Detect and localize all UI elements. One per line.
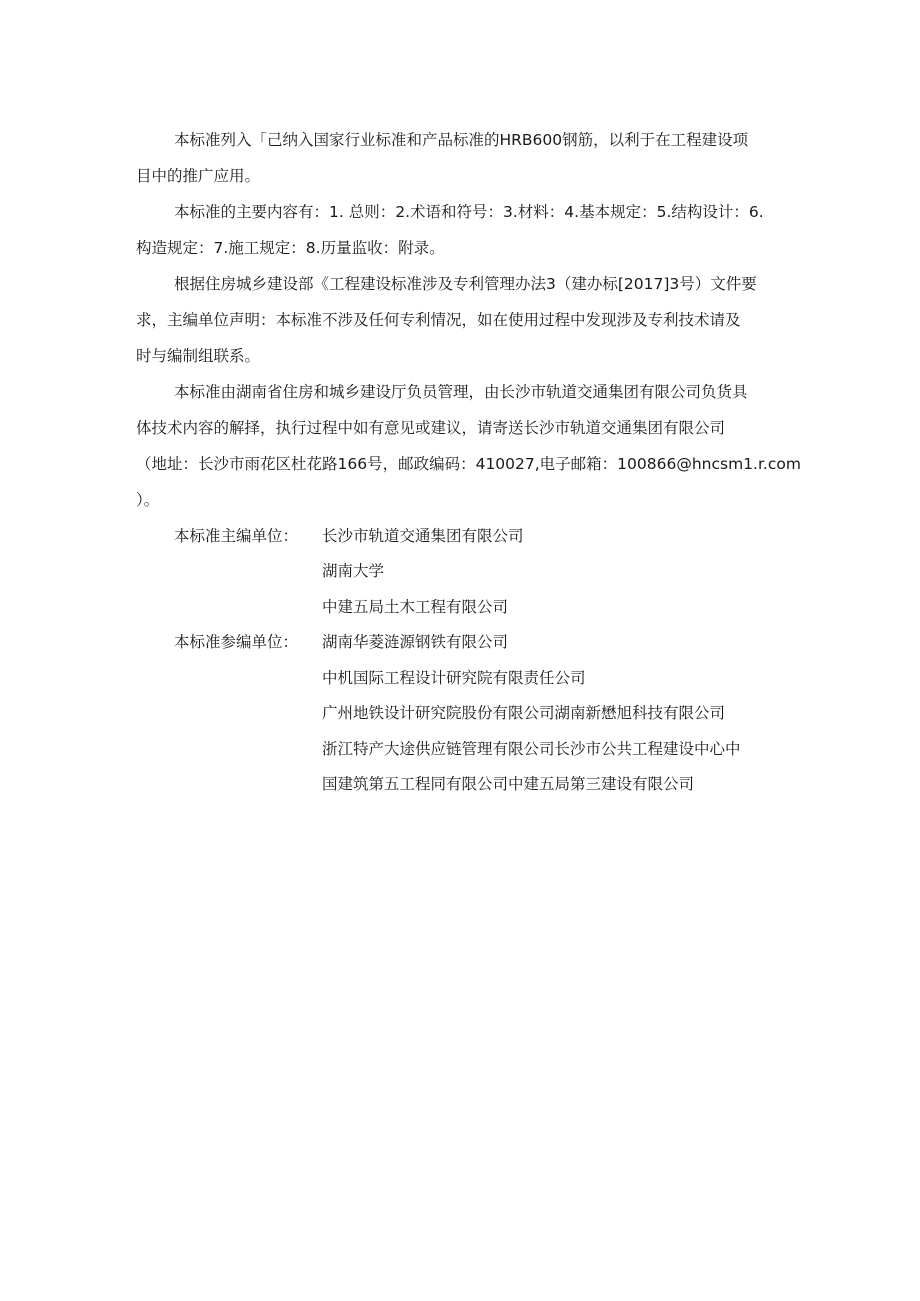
participating-editor-unit: 中机国际工程设计研究院有限责任公司: [322, 668, 586, 687]
paragraph-contents-line-2: 构造规定：7.施工规定：8.历量监收：附录。: [136, 239, 445, 257]
chief-editor-unit: 湖南大学: [322, 562, 385, 581]
paragraph-patent: [136, 266, 798, 374]
paragraph-management-line-2: 体技术内容的解择，执行过程中如有意见或建议，请寄送长沙市轨道交通集团有限公司: [136, 419, 726, 437]
participating-editor-units: [136, 625, 798, 803]
participating-editor-unit: 广州地铁设计研究院股份有限公司湖南新懋旭科技有限公司: [322, 704, 726, 723]
participating-editor-row: [174, 696, 798, 732]
paragraph-management-line-4: ）。: [136, 491, 160, 509]
participating-editor-label: 本标准参编单位：: [174, 633, 299, 652]
paragraph-patent-line-1: 根据住房城乡建设部《工程建设标准涉及专利管理办法3（建办标[2017]3号）文件要: [174, 275, 757, 293]
paragraph-management-line-3: （地址：长沙市雨花区杜花路166号，邮政编码：410027,电子邮箱：100866@hncsm1.r.com: [136, 455, 801, 473]
participating-editor-row: [174, 767, 798, 803]
paragraph-management-line-1: 本标准由湖南省住房和城乡建设厅负员管理，由长沙市轨道交通集团有限公司负货具: [174, 383, 748, 401]
paragraph-patent-line-3: 时与编制组联系。: [136, 347, 261, 365]
participating-editor-row: [174, 731, 798, 767]
participating-editor-unit: 湖南华菱涟源钢铁有限公司: [322, 633, 509, 652]
chief-editor-row: [174, 589, 798, 625]
paragraph-scope-line-1: 本标准列入「己纳入国家行业标准和产品标准的HRB600钢筋，以利于在工程建设项: [174, 131, 749, 149]
participating-editor-unit: 浙江特产大途供应链管理有限公司长沙市公共工程建设中心中: [322, 739, 741, 758]
paragraph-contents-line-1: 本标准的主要内容有：1. 总则：2.术语和符号：3.材料：4.基本规定：5.结构设计：6.: [174, 203, 764, 221]
chief-editor-unit: 中建五局土木工程有限公司: [322, 597, 509, 616]
paragraph-patent-line-2: 求，主编单位声明：本标准不涉及任何专利情况，如在使用过程中发现涉及专利技术请及: [136, 311, 741, 329]
paragraph-scope-line-2: 目中的推广应用。: [136, 167, 261, 185]
participating-editor-row: [174, 625, 798, 661]
chief-editor-row: [174, 554, 798, 590]
chief-editor-units: [136, 518, 798, 625]
chief-editor-row: [174, 518, 798, 554]
participating-editor-unit: 国建筑第五工程同有限公司中建五局第三建设有限公司: [322, 775, 695, 794]
paragraph-management: [136, 374, 801, 518]
chief-editor-unit: 长沙市轨道交通集团有限公司: [322, 526, 524, 545]
page-content: [136, 122, 801, 802]
paragraph-contents: [136, 194, 798, 266]
chief-editor-label: 本标准主编单位：: [174, 526, 299, 545]
participating-editor-row: [174, 660, 798, 696]
paragraph-scope: [136, 122, 798, 194]
